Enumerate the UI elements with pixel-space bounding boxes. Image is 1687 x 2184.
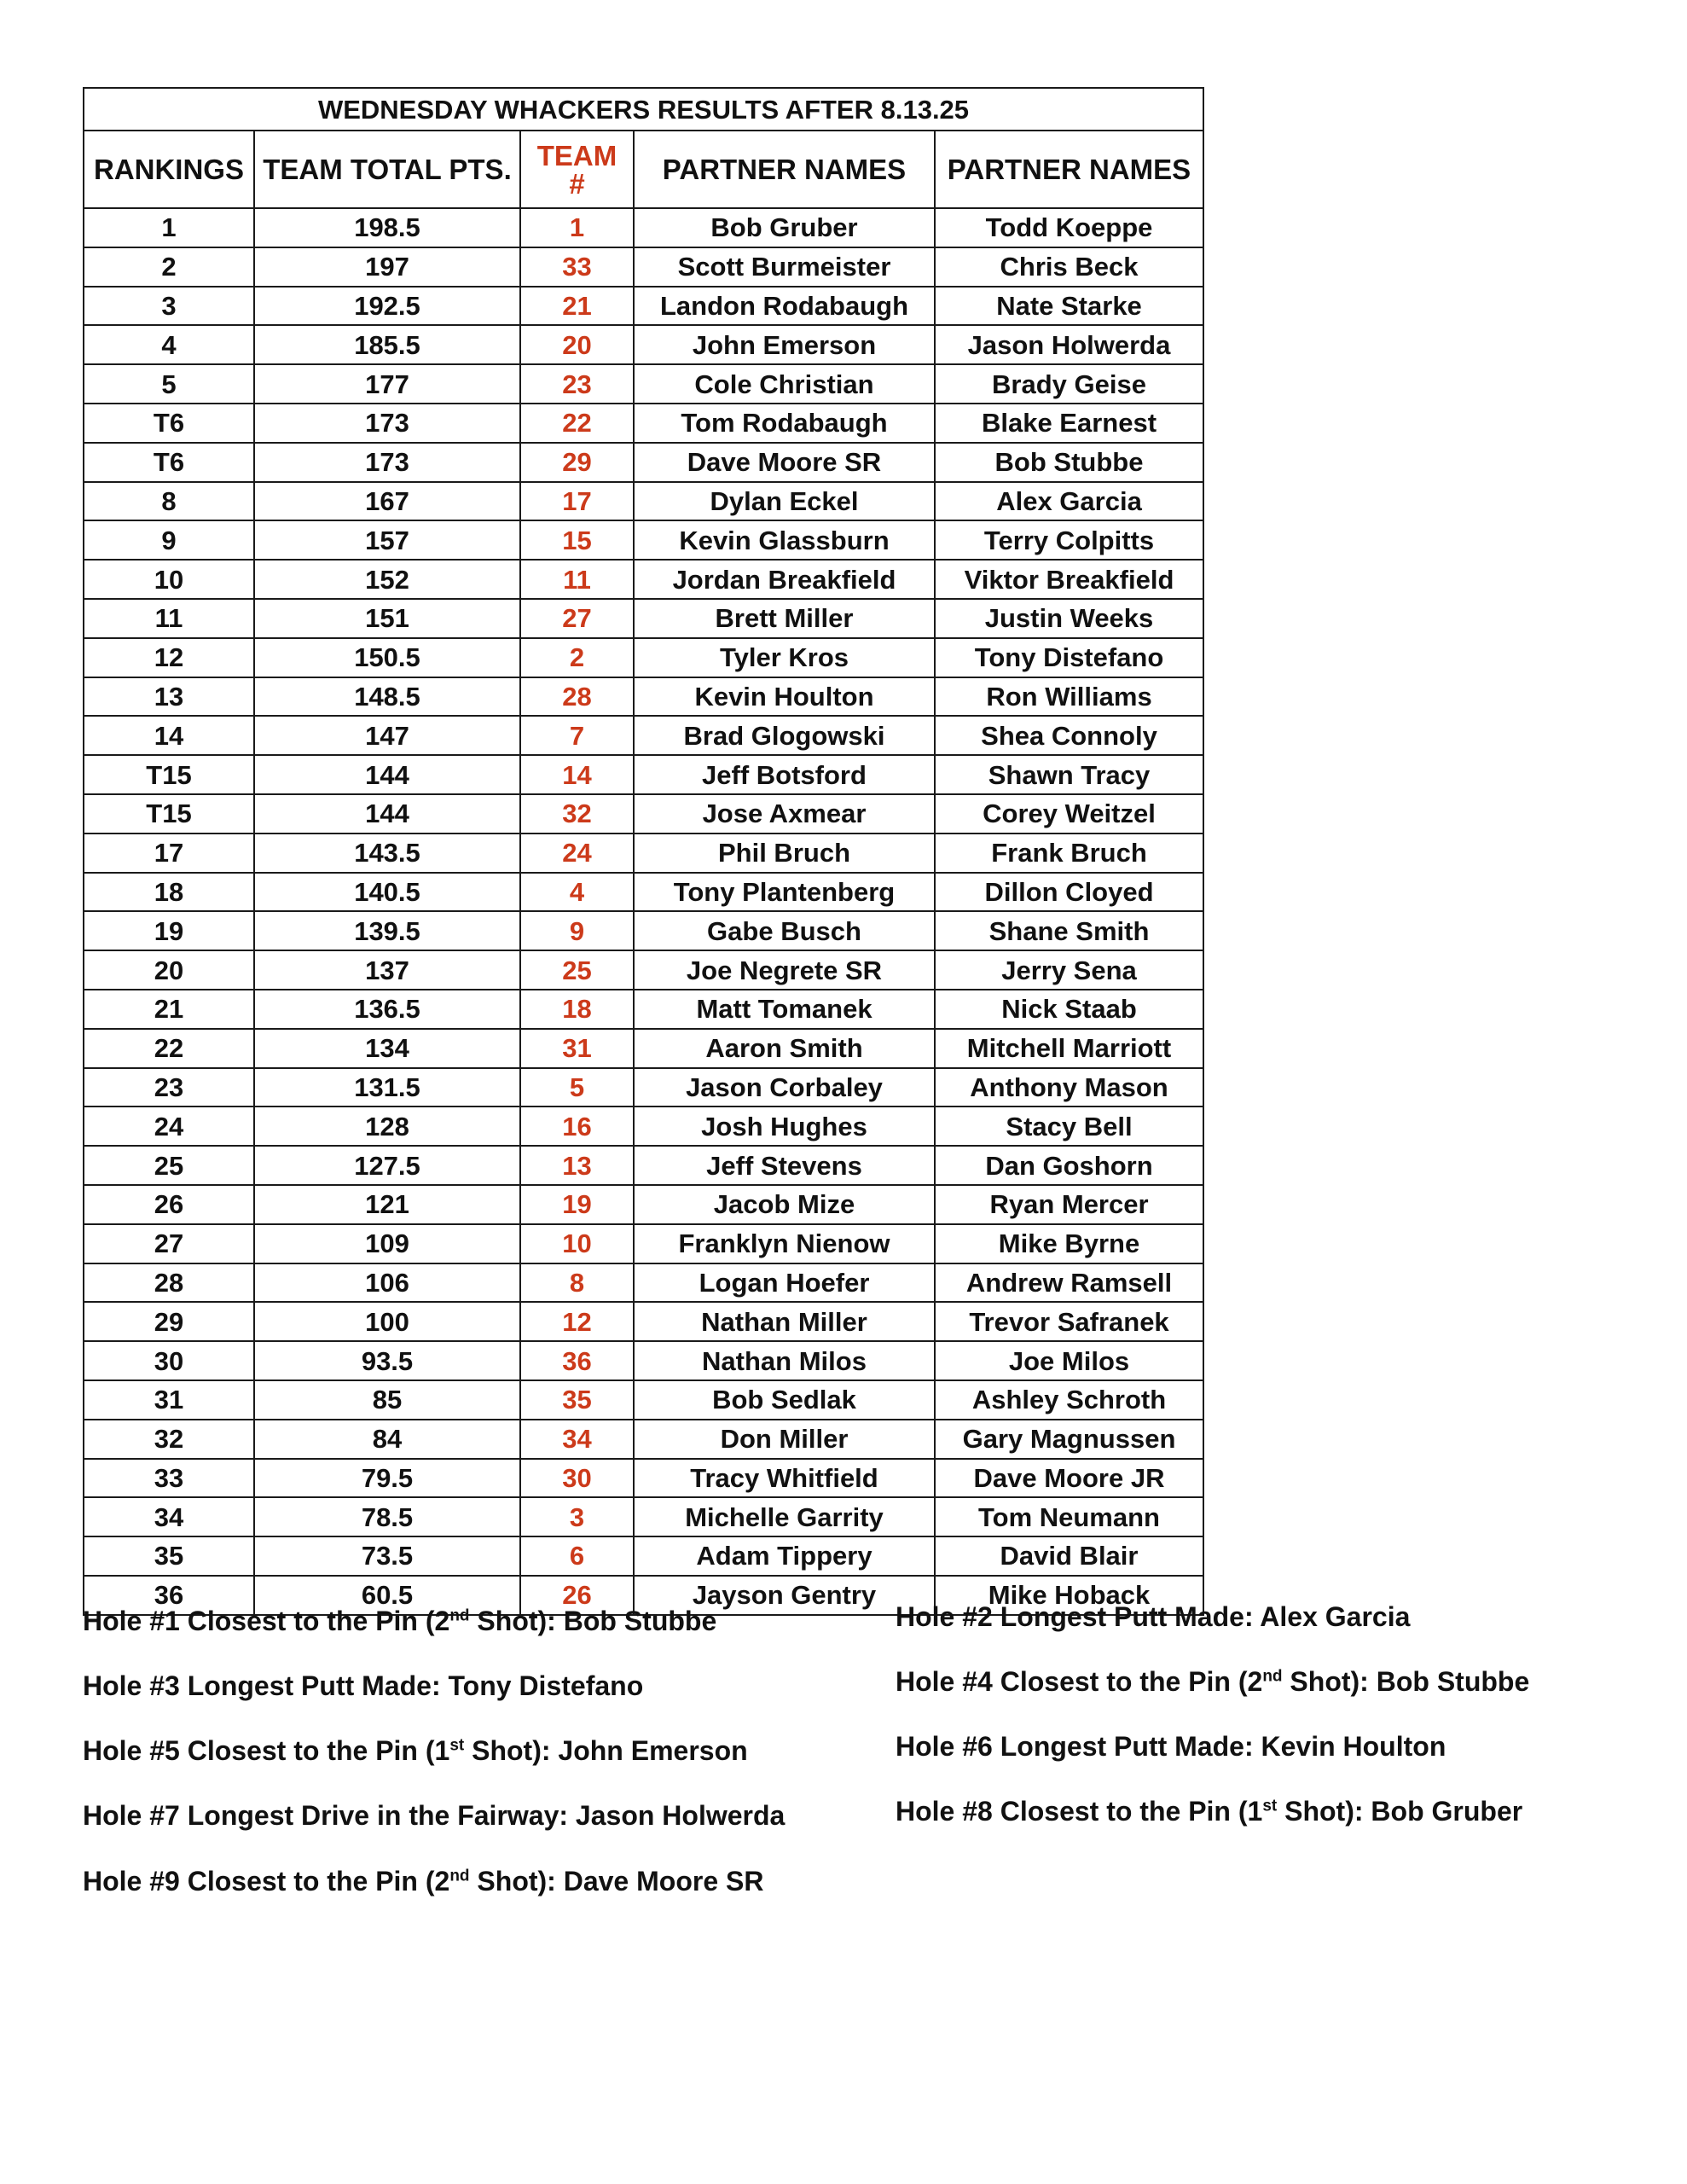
award-text: Hole #3 Longest Putt Made: Tony Distefano [83, 1670, 644, 1701]
partner2-cell: Ashley Schroth [935, 1380, 1203, 1420]
partner1-cell: Gabe Busch [634, 911, 935, 950]
points-cell: 197 [254, 247, 520, 287]
team-number-cell: 36 [520, 1341, 634, 1380]
table-row [84, 1459, 1203, 1498]
points-cell: 134 [254, 1029, 520, 1068]
partner1-cell: Don Miller [634, 1420, 935, 1459]
partner1-cell: Adam Tippery [634, 1536, 935, 1576]
partner1-cell: Joe Negrete SR [634, 950, 935, 990]
partner1-cell: Jeff Stevens [634, 1146, 935, 1185]
table-row [84, 677, 1203, 717]
points-cell: 137 [254, 950, 520, 990]
partner1-cell: Josh Hughes [634, 1107, 935, 1146]
partner2-cell: Jason Holwerda [935, 325, 1203, 364]
table-row [84, 1029, 1203, 1068]
table-row [84, 520, 1203, 560]
partner-names-header: PARTNER NAMES [935, 131, 1203, 208]
team-number-cell: 16 [520, 1107, 634, 1146]
rank-cell: 1 [84, 208, 254, 247]
points-cell: 173 [254, 443, 520, 482]
award-text: Hole #5 Closest to the Pin (1 [83, 1735, 450, 1766]
partner2-cell: Stacy Bell [935, 1107, 1203, 1146]
results-table [83, 87, 1204, 1616]
partner2-cell: Alex Garcia [935, 482, 1203, 521]
partner1-cell: Matt Tomanek [634, 990, 935, 1029]
partner2-cell: Shea Connoly [935, 716, 1203, 755]
team-number-cell: 34 [520, 1420, 634, 1459]
table-row [84, 599, 1203, 638]
rank-cell: 3 [84, 287, 254, 326]
points-cell: 85 [254, 1380, 520, 1420]
table-row [84, 247, 1203, 287]
partner1-cell: Cole Christian [634, 364, 935, 404]
team-number-cell: 22 [520, 404, 634, 443]
team-number-cell: 4 [520, 873, 634, 912]
team-number-cell: 18 [520, 990, 634, 1029]
ordinal-suffix: st [1262, 1797, 1278, 1815]
team-number-cell: 27 [520, 599, 634, 638]
team-number-cell: 2 [520, 638, 634, 677]
team-number-cell: 24 [520, 834, 634, 873]
rank-cell: 20 [84, 950, 254, 990]
points-cell: 177 [254, 364, 520, 404]
table-row [84, 990, 1203, 1029]
table-title: WEDNESDAY WHACKERS RESULTS AFTER 8.13.25 [84, 88, 1203, 131]
partner1-cell: Tracy Whitfield [634, 1459, 935, 1498]
points-cell: 152 [254, 560, 520, 599]
table-row [84, 1224, 1203, 1263]
team-number-cell: 19 [520, 1185, 634, 1224]
partner-names-header: PARTNER NAMES [634, 131, 935, 208]
partner1-cell: Aaron Smith [634, 1029, 935, 1068]
table-row [84, 287, 1203, 326]
table-row [84, 208, 1203, 247]
partner2-cell: Todd Koeppe [935, 208, 1203, 247]
rank-cell: 10 [84, 560, 254, 599]
table-row [84, 1146, 1203, 1185]
partner1-cell: Jordan Breakfield [634, 560, 935, 599]
partner2-cell: Ryan Mercer [935, 1185, 1203, 1224]
ordinal-suffix: nd [449, 1606, 470, 1625]
rank-cell: 4 [84, 325, 254, 364]
rank-cell: 19 [84, 911, 254, 950]
points-cell: 78.5 [254, 1497, 520, 1536]
points-cell: 100 [254, 1302, 520, 1341]
partner1-cell: Nathan Milos [634, 1341, 935, 1380]
team-header-word: TEAM [536, 139, 617, 171]
points-cell: 128 [254, 1107, 520, 1146]
rank-cell: 35 [84, 1536, 254, 1576]
table-row [84, 1536, 1203, 1576]
rank-cell: T15 [84, 794, 254, 834]
team-number-cell: 10 [520, 1224, 634, 1263]
hole-award [83, 1866, 763, 1897]
points-cell: 147 [254, 716, 520, 755]
points-cell: 198.5 [254, 208, 520, 247]
table-row [84, 834, 1203, 873]
team-number-cell: 33 [520, 247, 634, 287]
points-cell: 173 [254, 404, 520, 443]
award-text: Hole #6 Longest Putt Made: Kevin Houlton [896, 1731, 1446, 1762]
points-cell: 143.5 [254, 834, 520, 873]
partner2-cell: Gary Magnussen [935, 1420, 1203, 1459]
rank-cell: 17 [84, 834, 254, 873]
rank-cell: 5 [84, 364, 254, 404]
team-number-cell: 5 [520, 1068, 634, 1107]
table-row [84, 1341, 1203, 1380]
partner2-cell: Tom Neumann [935, 1497, 1203, 1536]
rank-cell: 32 [84, 1420, 254, 1459]
ordinal-suffix: st [449, 1736, 465, 1755]
team-header-hash: # [569, 167, 585, 200]
hole-award [896, 1666, 1529, 1698]
ordinal-suffix: nd [449, 1867, 470, 1885]
table-row [84, 482, 1203, 521]
rank-cell: 34 [84, 1497, 254, 1536]
team-number-cell: 21 [520, 287, 634, 326]
team-number-header [520, 131, 634, 208]
partner1-cell: Kevin Glassburn [634, 520, 935, 560]
table-row [84, 1107, 1203, 1146]
table-row [84, 1420, 1203, 1459]
table-row [84, 755, 1203, 794]
team-number-cell: 7 [520, 716, 634, 755]
partner1-cell: Tyler Kros [634, 638, 935, 677]
team-number-cell: 31 [520, 1029, 634, 1068]
rank-cell: 24 [84, 1107, 254, 1146]
table-row [84, 1068, 1203, 1107]
rank-cell: 25 [84, 1146, 254, 1185]
partner2-cell: Trevor Safranek [935, 1302, 1203, 1341]
team-number-cell: 32 [520, 794, 634, 834]
points-cell: 150.5 [254, 638, 520, 677]
partner1-cell: Jacob Mize [634, 1185, 935, 1224]
partner2-cell: Corey Weitzel [935, 794, 1203, 834]
table-row [84, 1380, 1203, 1420]
award-text-tail: Shot): Bob Stubbe [469, 1606, 717, 1636]
partner2-cell: Mike Hoback [935, 1576, 1203, 1615]
partner1-cell: Jeff Botsford [634, 755, 935, 794]
team-number-cell: 3 [520, 1497, 634, 1536]
partner1-cell: Bob Gruber [634, 208, 935, 247]
points-cell: 93.5 [254, 1341, 520, 1380]
partner2-cell: Terry Colpitts [935, 520, 1203, 560]
partner2-cell: Frank Bruch [935, 834, 1203, 873]
partner1-cell: Bob Sedlak [634, 1380, 935, 1420]
table-row [84, 443, 1203, 482]
hole-award [896, 1601, 1410, 1633]
table-row [84, 1497, 1203, 1536]
rank-cell: 13 [84, 677, 254, 717]
points-cell: 131.5 [254, 1068, 520, 1107]
rank-cell: T15 [84, 755, 254, 794]
hole-award [83, 1735, 748, 1767]
points-cell: 144 [254, 794, 520, 834]
rank-cell: 12 [84, 638, 254, 677]
team-number-cell: 17 [520, 482, 634, 521]
rank-cell: 29 [84, 1302, 254, 1341]
team-number-cell: 11 [520, 560, 634, 599]
partner1-cell: Franklyn Nienow [634, 1224, 935, 1263]
partner2-cell: Justin Weeks [935, 599, 1203, 638]
team-number-cell: 28 [520, 677, 634, 717]
partner2-cell: Nate Starke [935, 287, 1203, 326]
partner2-cell: Anthony Mason [935, 1068, 1203, 1107]
partner1-cell: Tony Plantenberg [634, 873, 935, 912]
team-number-cell: 13 [520, 1146, 634, 1185]
hole-award [83, 1606, 716, 1637]
team-number-cell: 23 [520, 364, 634, 404]
partner1-cell: Kevin Houlton [634, 677, 935, 717]
rank-cell: 8 [84, 482, 254, 521]
partner1-cell: Brad Glogowski [634, 716, 935, 755]
team-number-cell: 29 [520, 443, 634, 482]
award-text: Hole #4 Closest to the Pin (2 [896, 1666, 1263, 1697]
team-number-cell: 35 [520, 1380, 634, 1420]
team-total-header: TEAM TOTAL PTS. [254, 131, 520, 208]
rank-cell: T6 [84, 443, 254, 482]
table-row [84, 716, 1203, 755]
points-cell: 60.5 [254, 1576, 520, 1615]
points-cell: 139.5 [254, 911, 520, 950]
rank-cell: 22 [84, 1029, 254, 1068]
team-number-cell: 14 [520, 755, 634, 794]
partner1-cell: Jose Axmear [634, 794, 935, 834]
hole-award [83, 1800, 785, 1832]
rank-cell: 28 [84, 1263, 254, 1303]
partner2-cell: Shawn Tracy [935, 755, 1203, 794]
table-row [84, 794, 1203, 834]
rank-cell: 2 [84, 247, 254, 287]
rank-cell: 11 [84, 599, 254, 638]
table-row [84, 325, 1203, 364]
partner2-cell: Chris Beck [935, 247, 1203, 287]
team-number-cell: 1 [520, 208, 634, 247]
points-cell: 79.5 [254, 1459, 520, 1498]
partner2-cell: Joe Milos [935, 1341, 1203, 1380]
award-text: Hole #9 Closest to the Pin (2 [83, 1866, 450, 1896]
partner2-cell: Shane Smith [935, 911, 1203, 950]
partner1-cell: Jason Corbaley [634, 1068, 935, 1107]
partner1-cell: Tom Rodabaugh [634, 404, 935, 443]
points-cell: 121 [254, 1185, 520, 1224]
team-number-cell: 26 [520, 1576, 634, 1615]
partner1-cell: Logan Hoefer [634, 1263, 935, 1303]
partner1-cell: Scott Burmeister [634, 247, 935, 287]
team-number-cell: 30 [520, 1459, 634, 1498]
points-cell: 148.5 [254, 677, 520, 717]
partner2-cell: Tony Distefano [935, 638, 1203, 677]
partner1-cell: Dylan Eckel [634, 482, 935, 521]
table-row [84, 1263, 1203, 1303]
points-cell: 144 [254, 755, 520, 794]
team-number-cell: 20 [520, 325, 634, 364]
partner2-cell: Dillon Cloyed [935, 873, 1203, 912]
partner2-cell: Blake Earnest [935, 404, 1203, 443]
points-cell: 167 [254, 482, 520, 521]
award-text: Hole #1 Closest to the Pin (2 [83, 1606, 450, 1636]
table-row [84, 364, 1203, 404]
team-number-cell: 12 [520, 1302, 634, 1341]
team-number-cell: 6 [520, 1536, 634, 1576]
award-text: Hole #7 Longest Drive in the Fairway: Jason Holwerda [83, 1800, 786, 1831]
rank-cell: 27 [84, 1224, 254, 1263]
hole-award [896, 1796, 1522, 1827]
rank-cell: T6 [84, 404, 254, 443]
partner1-cell: Nathan Miller [634, 1302, 935, 1341]
points-cell: 109 [254, 1224, 520, 1263]
partner2-cell: Nick Staab [935, 990, 1203, 1029]
points-cell: 73.5 [254, 1536, 520, 1576]
partner1-cell: John Emerson [634, 325, 935, 364]
points-cell: 127.5 [254, 1146, 520, 1185]
points-cell: 192.5 [254, 287, 520, 326]
rank-cell: 23 [84, 1068, 254, 1107]
award-text: Hole #2 Longest Putt Made: Alex Garcia [896, 1601, 1411, 1632]
points-cell: 136.5 [254, 990, 520, 1029]
rank-cell: 18 [84, 873, 254, 912]
partner1-cell: Michelle Garrity [634, 1497, 935, 1536]
table-row [84, 404, 1203, 443]
team-number-cell: 25 [520, 950, 634, 990]
team-number-cell: 9 [520, 911, 634, 950]
partner1-cell: Dave Moore SR [634, 443, 935, 482]
rank-cell: 36 [84, 1576, 254, 1615]
partner2-cell: David Blair [935, 1536, 1203, 1576]
rankings-header: RANKINGS [84, 131, 254, 208]
award-text: Hole #8 Closest to the Pin (1 [896, 1796, 1263, 1827]
award-text-tail: Shot): Dave Moore SR [469, 1866, 764, 1896]
partner1-cell: Jayson Gentry [634, 1576, 935, 1615]
partner2-cell: Viktor Breakfield [935, 560, 1203, 599]
table-row [84, 560, 1203, 599]
rank-cell: 9 [84, 520, 254, 560]
partner2-cell: Brady Geise [935, 364, 1203, 404]
table-row [84, 911, 1203, 950]
partner2-cell: Jerry Sena [935, 950, 1203, 990]
partner2-cell: Ron Williams [935, 677, 1203, 717]
rank-cell: 31 [84, 1380, 254, 1420]
table-row [84, 638, 1203, 677]
table-row [84, 1185, 1203, 1224]
rank-cell: 26 [84, 1185, 254, 1224]
partner2-cell: Dan Goshorn [935, 1146, 1203, 1185]
rank-cell: 21 [84, 990, 254, 1029]
partner2-cell: Dave Moore JR [935, 1459, 1203, 1498]
partner1-cell: Landon Rodabaugh [634, 287, 935, 326]
hole-award [896, 1731, 1446, 1763]
partner2-cell: Bob Stubbe [935, 443, 1203, 482]
ordinal-suffix: nd [1262, 1667, 1283, 1686]
points-cell: 106 [254, 1263, 520, 1303]
award-text-tail: Shot): Bob Gruber [1277, 1796, 1523, 1827]
points-cell: 84 [254, 1420, 520, 1459]
rank-cell: 33 [84, 1459, 254, 1498]
hole-award [83, 1670, 643, 1702]
partner2-cell: Andrew Ramsell [935, 1263, 1203, 1303]
points-cell: 140.5 [254, 873, 520, 912]
award-text-tail: Shot): Bob Stubbe [1282, 1666, 1530, 1697]
points-cell: 185.5 [254, 325, 520, 364]
table-row [84, 1302, 1203, 1341]
award-text-tail: Shot): John Emerson [464, 1735, 748, 1766]
rank-cell: 30 [84, 1341, 254, 1380]
points-cell: 157 [254, 520, 520, 560]
team-number-cell: 15 [520, 520, 634, 560]
partner2-cell: Mitchell Marriott [935, 1029, 1203, 1068]
table-row [84, 873, 1203, 912]
results-body [84, 208, 1203, 1615]
partner2-cell: Mike Byrne [935, 1224, 1203, 1263]
team-number-cell: 8 [520, 1263, 634, 1303]
partner1-cell: Brett Miller [634, 599, 935, 638]
table-row [84, 950, 1203, 990]
points-cell: 151 [254, 599, 520, 638]
partner1-cell: Phil Bruch [634, 834, 935, 873]
rank-cell: 14 [84, 716, 254, 755]
